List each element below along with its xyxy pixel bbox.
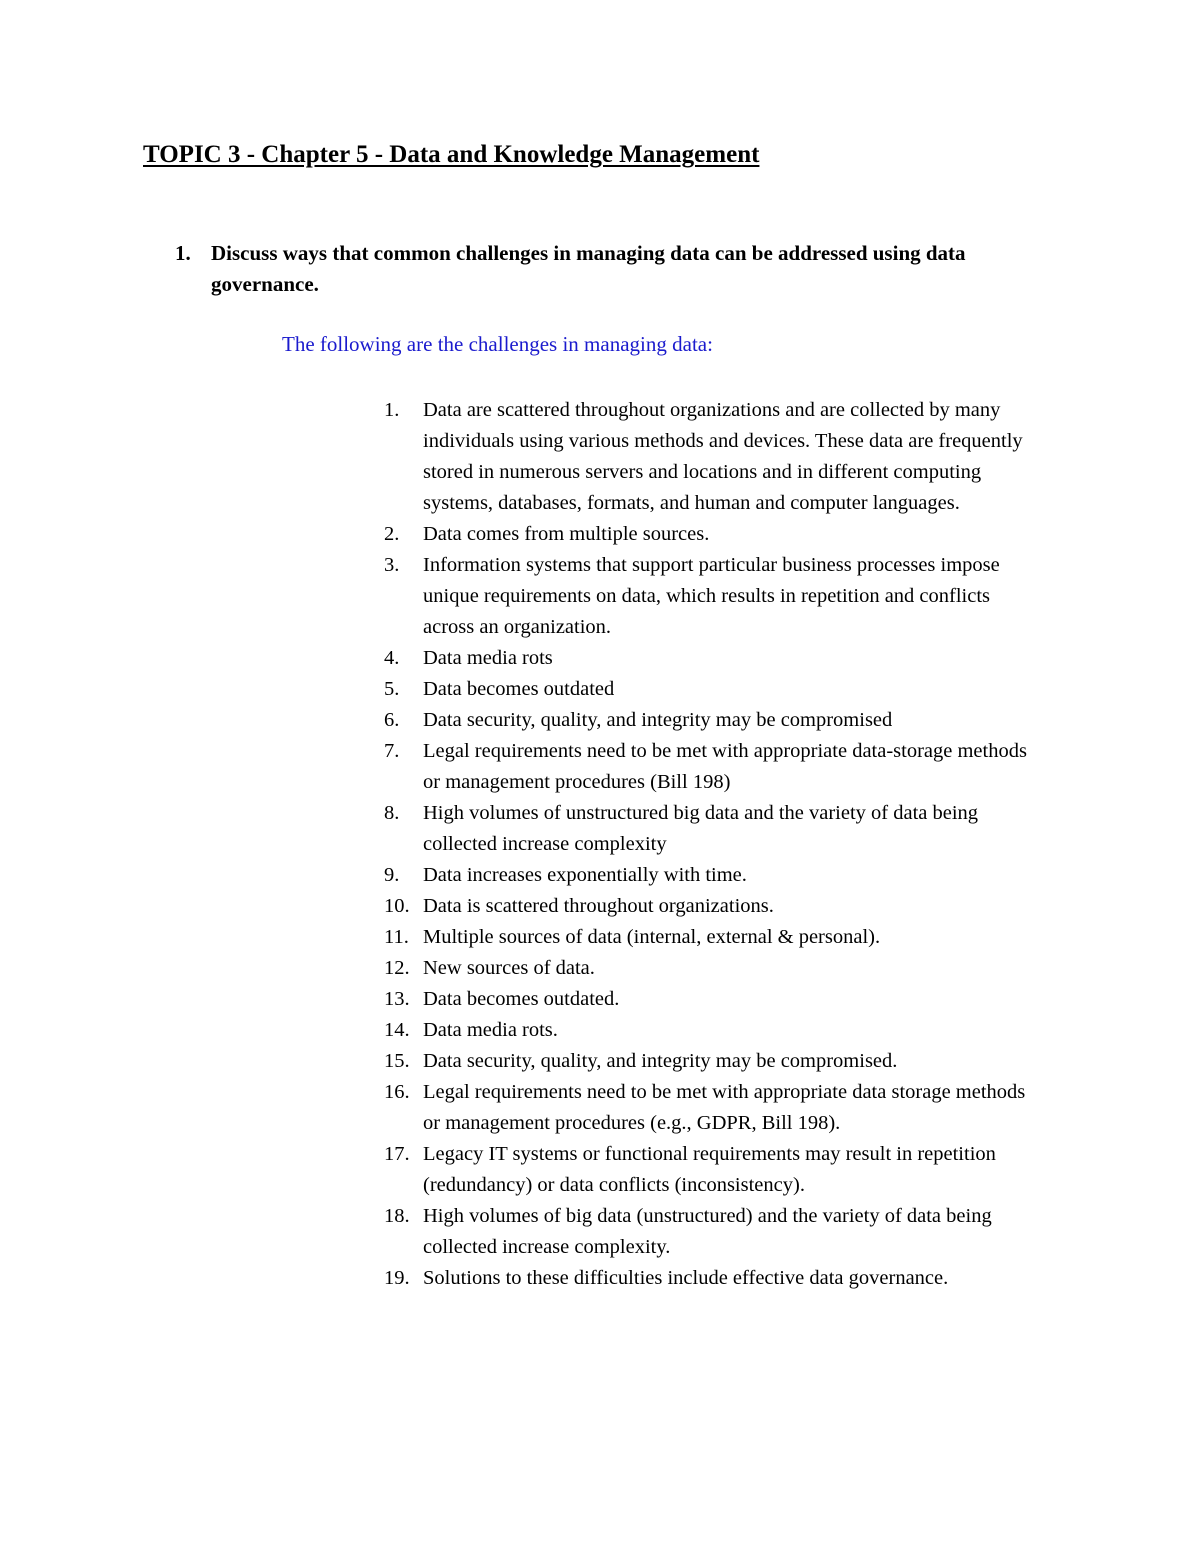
list-item-number: 1. [384, 399, 400, 421]
list-item-number: 4. [384, 647, 400, 669]
list-item-number: 8. [384, 802, 400, 824]
question-1 [175, 238, 1075, 300]
list-item [384, 705, 1044, 736]
list-item-text: Legal requirements need to be met with appropriate data storage methods or management procedures (e.g., GDPR, Bill 198). [423, 1081, 1026, 1134]
list-item-text: Data becomes outdated [423, 678, 615, 700]
question-number: 1. [175, 241, 191, 265]
challenges-list [384, 395, 1044, 1294]
list-item [384, 736, 1044, 798]
list-item [384, 1263, 1044, 1294]
list-item-number: 14. [384, 1019, 410, 1041]
list-item-text: Data security, quality, and integrity may be compromised. [423, 1050, 898, 1072]
list-item [384, 1139, 1044, 1201]
list-item-text: Data comes from multiple sources. [423, 523, 710, 545]
list-item-text: Data are scattered throughout organizations and are collected by many individuals using various methods and devices. These data are frequently stored in numerous servers and locations and in different computing systems, databases, formats, and human and computer languages. [423, 399, 1023, 514]
list-item [384, 984, 1044, 1015]
list-item-text: Multiple sources of data (internal, external & personal). [423, 926, 881, 948]
list-item [384, 519, 1044, 550]
list-item-number: 16. [384, 1081, 410, 1103]
list-item-number: 11. [384, 926, 409, 948]
list-item-text: Legal requirements need to be met with appropriate data-storage methods or management procedures (Bill 198) [423, 740, 1027, 793]
list-item-number: 13. [384, 988, 410, 1010]
list-item [384, 674, 1044, 705]
list-item [384, 922, 1044, 953]
list-item-number: 10. [384, 895, 410, 917]
list-item [384, 1046, 1044, 1077]
list-item-text: Data media rots [423, 647, 553, 669]
answer-intro: The following are the challenges in managing data: [282, 332, 713, 356]
list-item-number: 2. [384, 523, 400, 545]
list-item-text: Solutions to these difficulties include effective data governance. [423, 1267, 949, 1289]
list-item-number: 19. [384, 1267, 410, 1289]
list-item-text: Data is scattered throughout organizations. [423, 895, 774, 917]
list-item-number: 6. [384, 709, 400, 731]
list-item [384, 891, 1044, 922]
list-item [384, 953, 1044, 984]
list-item [384, 1201, 1044, 1263]
list-item-number: 7. [384, 740, 400, 762]
list-item [384, 1015, 1044, 1046]
list-item-text: Data media rots. [423, 1019, 558, 1041]
list-item [384, 643, 1044, 674]
list-item-number: 17. [384, 1143, 410, 1165]
list-item [384, 395, 1044, 519]
list-item-text: High volumes of big data (unstructured) and the variety of data being collected increase complexity. [423, 1205, 992, 1258]
list-item-text: Information systems that support particular business processes impose unique requirements on data, which results in repetition and conflicts across an organization. [423, 554, 1000, 638]
document-title: TOPIC 3 - Chapter 5 - Data and Knowledge Management [143, 141, 760, 168]
list-item-number: 5. [384, 678, 400, 700]
list-item [384, 1077, 1044, 1139]
list-item [384, 860, 1044, 891]
list-item-text: Data increases exponentially with time. [423, 864, 747, 886]
list-item [384, 550, 1044, 643]
list-item-text: High volumes of unstructured big data and the variety of data being collected increase complexity [423, 802, 979, 855]
list-item-text: New sources of data. [423, 957, 595, 979]
list-item [384, 798, 1044, 860]
list-item-number: 9. [384, 864, 400, 886]
list-item-text: Legacy IT systems or functional requirements may result in repetition (redundancy) or data conflicts (inconsistency). [423, 1143, 996, 1196]
list-item-number: 18. [384, 1205, 410, 1227]
list-item-number: 12. [384, 957, 410, 979]
list-item-number: 15. [384, 1050, 410, 1072]
list-item-number: 3. [384, 554, 400, 576]
list-item-text: Data security, quality, and integrity may be compromised [423, 709, 893, 731]
list-item-text: Data becomes outdated. [423, 988, 620, 1010]
question-text: Discuss ways that common challenges in managing data can be addressed using data governance. [211, 241, 966, 296]
